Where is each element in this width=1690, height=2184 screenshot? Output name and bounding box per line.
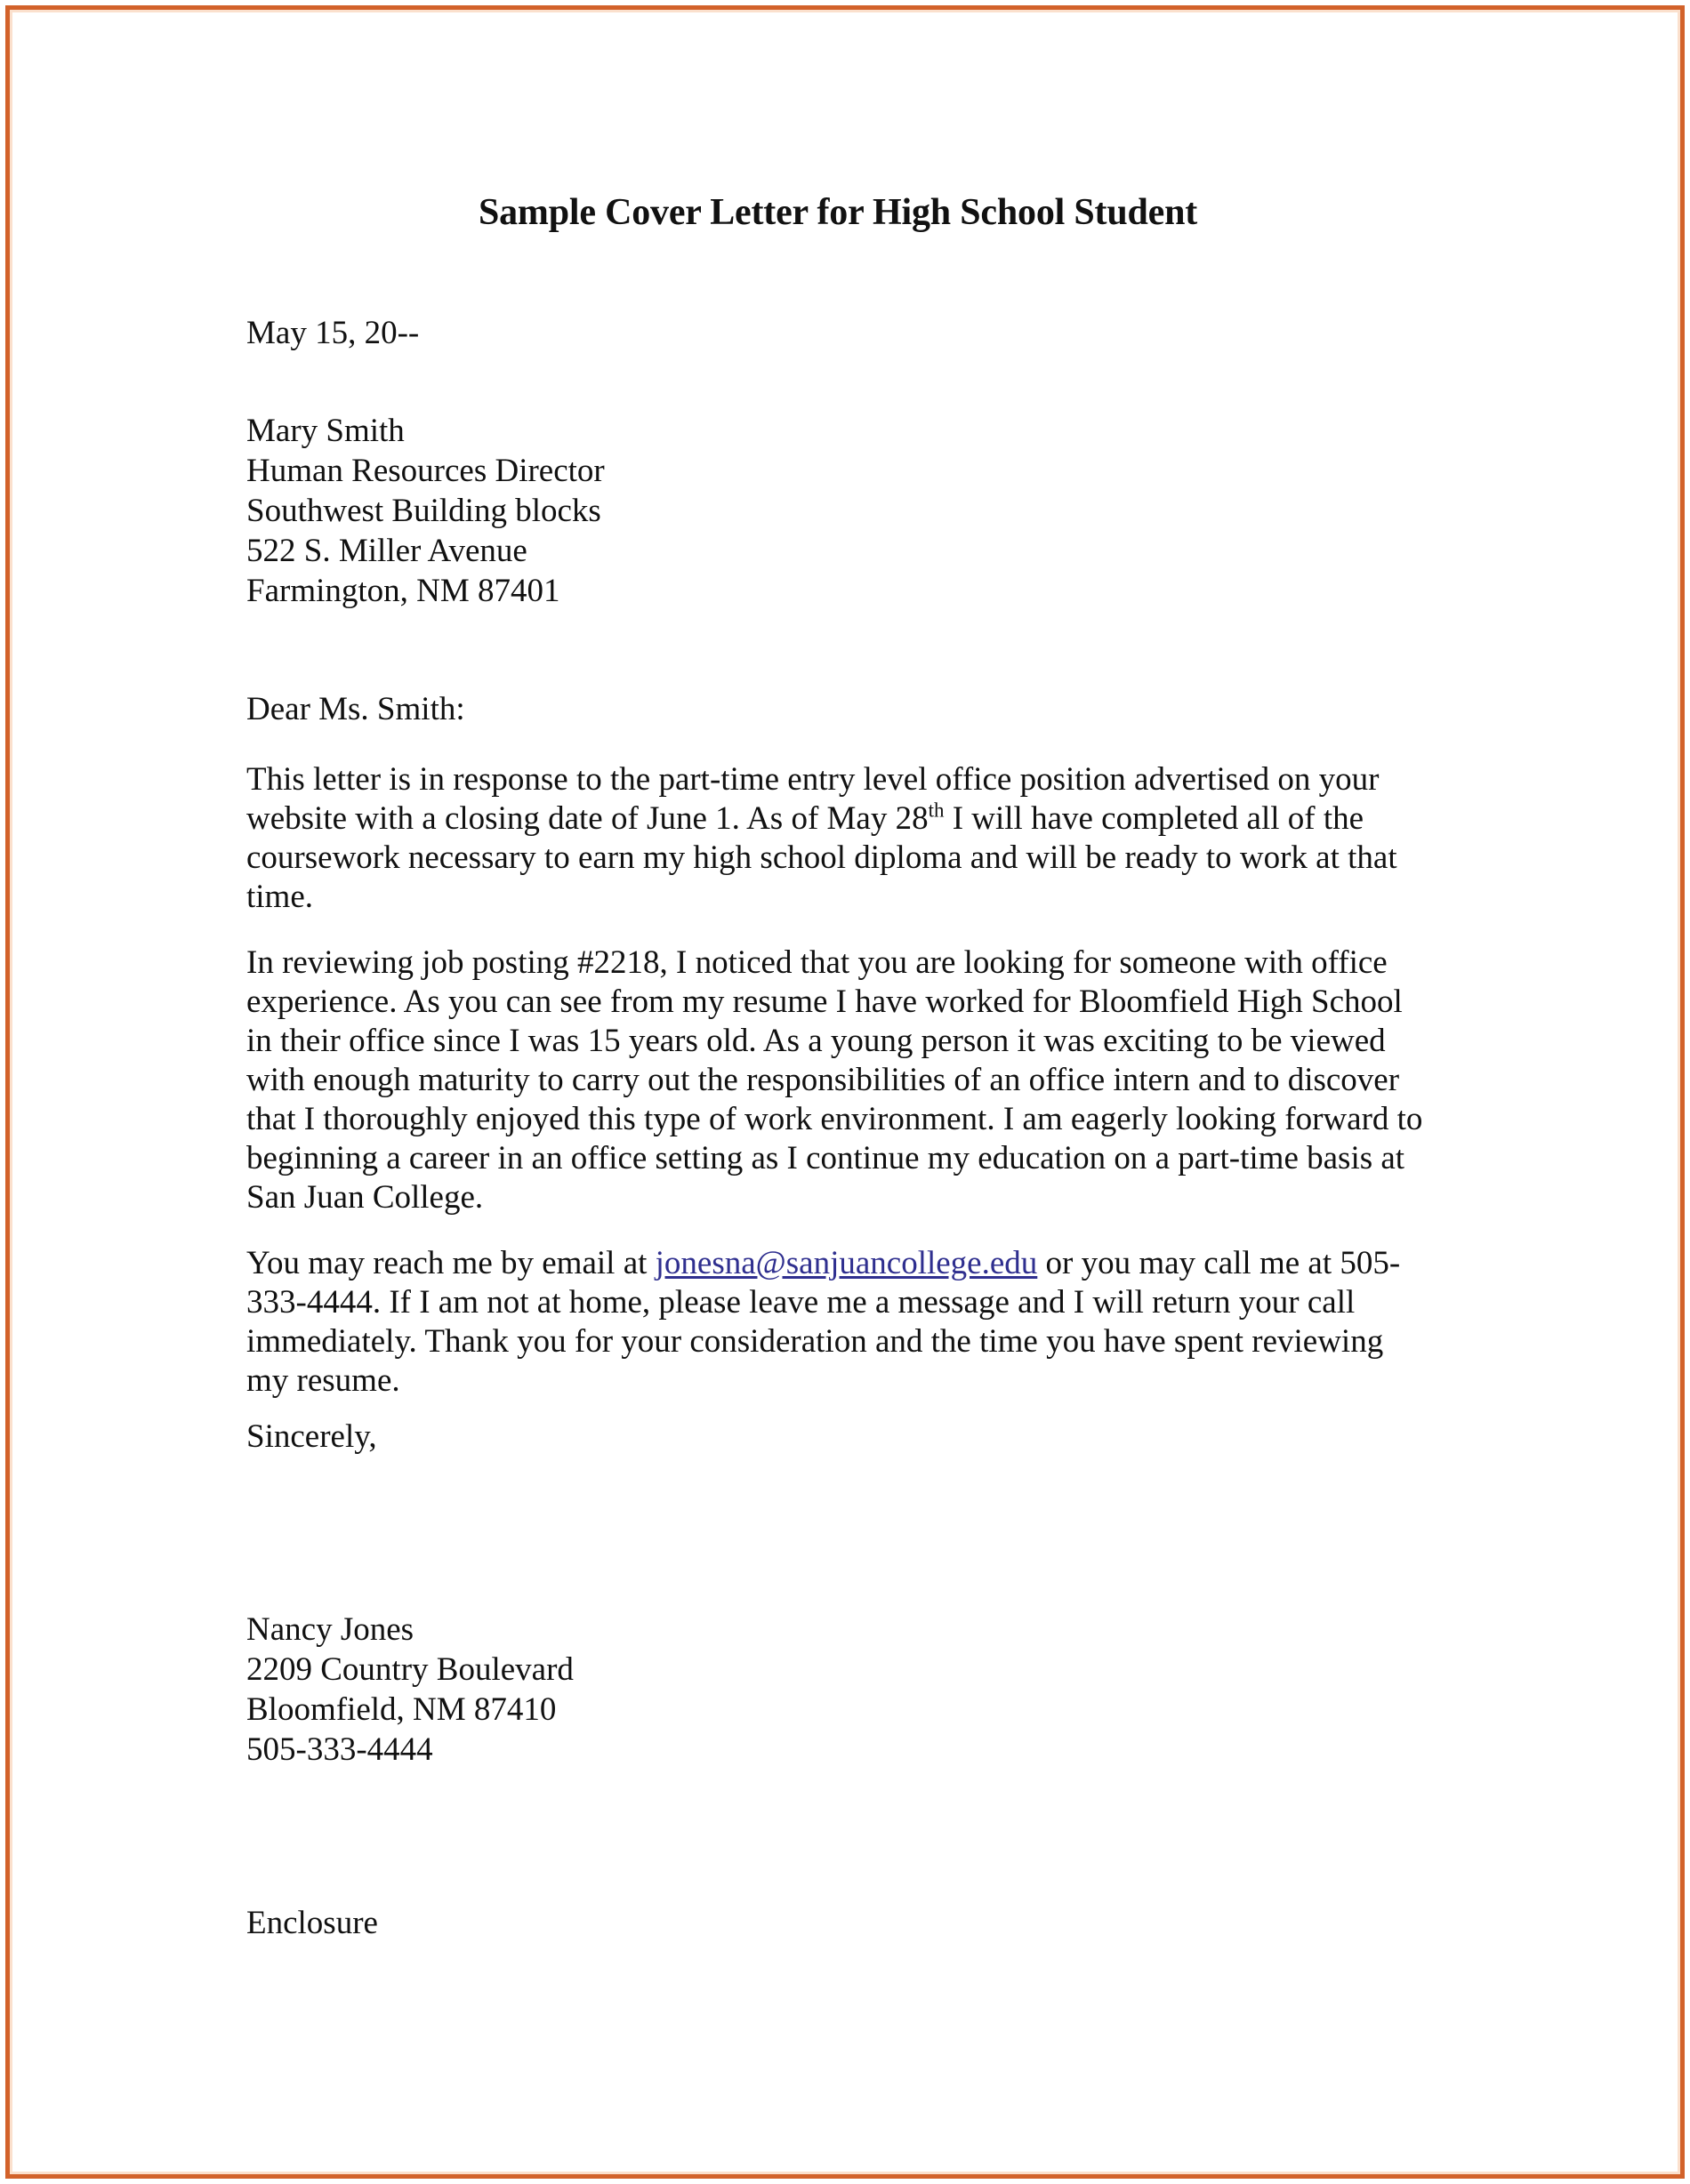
enclosure-notation: Enclosure: [246, 1905, 378, 1941]
paragraph-3-text-before-link: You may reach me by email at: [246, 1245, 656, 1281]
sender-name: Nancy Jones: [246, 1611, 414, 1648]
sender-street: 2209 Country Boulevard: [246, 1651, 574, 1688]
closing-salutation: Sincerely,: [246, 1418, 377, 1455]
page-title: Sample Cover Letter for High School Student: [478, 192, 1198, 233]
paragraph-1: [246, 760, 1429, 917]
recipient-city-state-zip: Farmington, NM 87401: [246, 573, 560, 609]
recipient-job-title: Human Resources Director: [246, 453, 605, 489]
letter-body-paragraphs: [246, 760, 1429, 1427]
paragraph-3: [246, 1244, 1429, 1401]
email-link[interactable]: jonesna@sanjuancollege.edu: [655, 1245, 1038, 1281]
sender-city-state-zip: Bloomfield, NM 87410: [246, 1691, 557, 1728]
letter-date: May 15, 20--: [246, 315, 420, 351]
signature-block: [246, 1610, 574, 1770]
paragraph-1-text-after-superscript: I will have completed all of the coursework necessary to earn my high school diploma and will be ready to work at that time.: [246, 800, 1397, 915]
paragraph-1-text-before-superscript: This letter is in response to the part-time entry level office position advertised on your website with a closing date of June 1. As of May 28: [246, 761, 1380, 837]
sender-phone: 505-333-4444: [246, 1731, 433, 1768]
recipient-street: 522 S. Miller Avenue: [246, 533, 527, 569]
salutation: Dear Ms. Smith:: [246, 691, 465, 727]
paragraph-2: In reviewing job posting #2218, I noticed that you are looking for someone with office experience. As you can see from my resume I have worked for Bloomfield High School in their office since I was 15 years old. As a young person it was exciting to be viewed with enough maturity to carry out the responsibilities of an office intern and to discover that I thoroughly enjoyed this type of work environment. I am eagerly looking forward to beginning a career in an office setting as I continue my education on a part-time basis at San Juan College.: [246, 944, 1423, 1216]
inside-address-block: [246, 411, 605, 611]
recipient-name: Mary Smith: [246, 413, 405, 449]
ordinal-superscript: th: [928, 799, 945, 822]
recipient-company: Southwest Building blocks: [246, 493, 601, 529]
paragraph-3-text-after-link: or you may call me at 505-333-4444. If I am not at home, please leave me a message and I will return your call immediately. Thank you for your consideration and the time you have spent reviewing my resume.: [246, 1245, 1401, 1399]
